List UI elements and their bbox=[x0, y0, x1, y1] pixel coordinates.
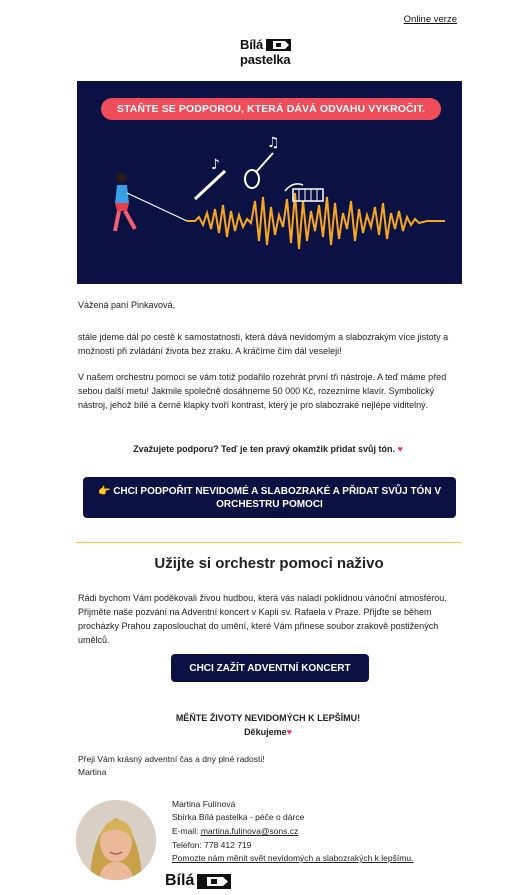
piano-keys-icon bbox=[285, 184, 323, 201]
campaign-banner[interactable] bbox=[77, 81, 462, 284]
bila-pastelka-logo[interactable] bbox=[240, 37, 302, 69]
logo-word-bila: Bílá bbox=[240, 37, 264, 52]
logo-word-pastelka: pastelka bbox=[240, 52, 291, 67]
concert-title: Užijte si orchestr pomoci naživo bbox=[154, 555, 384, 572]
email-label: E-mail: bbox=[172, 826, 199, 836]
heart-icon: ♥ bbox=[286, 727, 292, 737]
svg-text:♫: ♫ bbox=[267, 135, 280, 151]
avatar bbox=[76, 800, 156, 880]
thanks-text: Děkujeme bbox=[244, 727, 287, 737]
svg-text:♪: ♪ bbox=[211, 157, 220, 173]
attend-concert-label: CHCI ZAŽÍT ADVENTNÍ KONCERT bbox=[189, 662, 351, 674]
paragraph-2: V našem orchestru pomoci se vám totiž podařilo rozehrát první tři nástroje. A teď máme před sebou další metu! Jakmile společně dosáhneme 50 000 Kč, rozezníme klavír. Symbolický nástroj, jehož bílé a černé klapky tvoří kontrast, který je pro slabozraké nejlépe viditelný. bbox=[78, 372, 447, 410]
crayon-icon bbox=[266, 39, 291, 51]
email-link[interactable]: martina.fulinova@sons.cz bbox=[200, 826, 299, 836]
help-link[interactable]: Pomozte nám měnit svět nevidomých a slabozrakých k lepšímu. bbox=[172, 853, 414, 863]
heart-icon: ♥ bbox=[397, 444, 403, 454]
attend-concert-button[interactable] bbox=[171, 654, 369, 682]
pointing-hand-icon: 👉 bbox=[97, 485, 111, 497]
thanks bbox=[78, 725, 458, 739]
section-divider bbox=[76, 542, 462, 543]
paragraph-1: stále jdeme dál po cestě k samostatnosti, která dává nevidomým a slabozrakým více jistoty a možností při zvládání života bez zraku. A kráčíme čím dál veseleji! bbox=[78, 332, 449, 356]
footer-logo[interactable] bbox=[165, 872, 231, 890]
support-orchestra-button[interactable] bbox=[83, 477, 456, 518]
closing-wish: Přeji Vám krásný adventní čas a dny plné radosti! bbox=[78, 754, 265, 764]
slogan: MĚŇTE ŽIVOTY NEVIDOMÝCH K LEPŠÍMU! bbox=[175, 713, 361, 723]
support-orchestra-label: CHCI PODPOŘIT NEVIDOMÉ A SLABOZRAKÉ A PŘIDAT SVŮJ TÓN V ORCHESTRU POMOCI bbox=[113, 485, 442, 510]
closing-name: Martina bbox=[78, 767, 107, 777]
signature-name: Martina Fulínová bbox=[172, 799, 236, 809]
support-ask bbox=[78, 442, 458, 456]
walking-person-icon bbox=[115, 173, 187, 231]
greeting: Vážená paní Pinkavová, bbox=[78, 300, 176, 310]
violin-icon bbox=[245, 135, 280, 188]
signature-role: Sbírka Bílá pastelka - péče o dárce bbox=[172, 812, 305, 822]
signature-phone: Telefon: 778 412 719 bbox=[172, 840, 252, 850]
support-ask-text: Zvažujete podporu? Teď je ten pravý okamžik přidat svůj tón. bbox=[133, 444, 395, 454]
footer-logo-word: Bílá bbox=[165, 872, 195, 889]
signature-help-row bbox=[172, 852, 413, 866]
signature-email-row bbox=[172, 825, 298, 839]
crayon-icon bbox=[197, 874, 231, 889]
online-version-link[interactable]: Online verze bbox=[403, 14, 457, 25]
concert-paragraph: Rádi bychom Vám poděkovali živou hudbou, která vás naladí poklidnou vánoční atmosférou. Přijměte naše pozvání na Adventní koncert v Kapli sv. Rafaela v Praze. Přijďte se během procházky Prahou zaposlouchat do umění, které Vám přinese soubor zrakově postižených umělců. bbox=[78, 593, 447, 645]
flute-icon bbox=[195, 157, 225, 199]
banner-headline: STAŇTE SE PODPOROU, KTERÁ DÁVÁ ODVAHU VYKROČIT. bbox=[101, 98, 441, 120]
